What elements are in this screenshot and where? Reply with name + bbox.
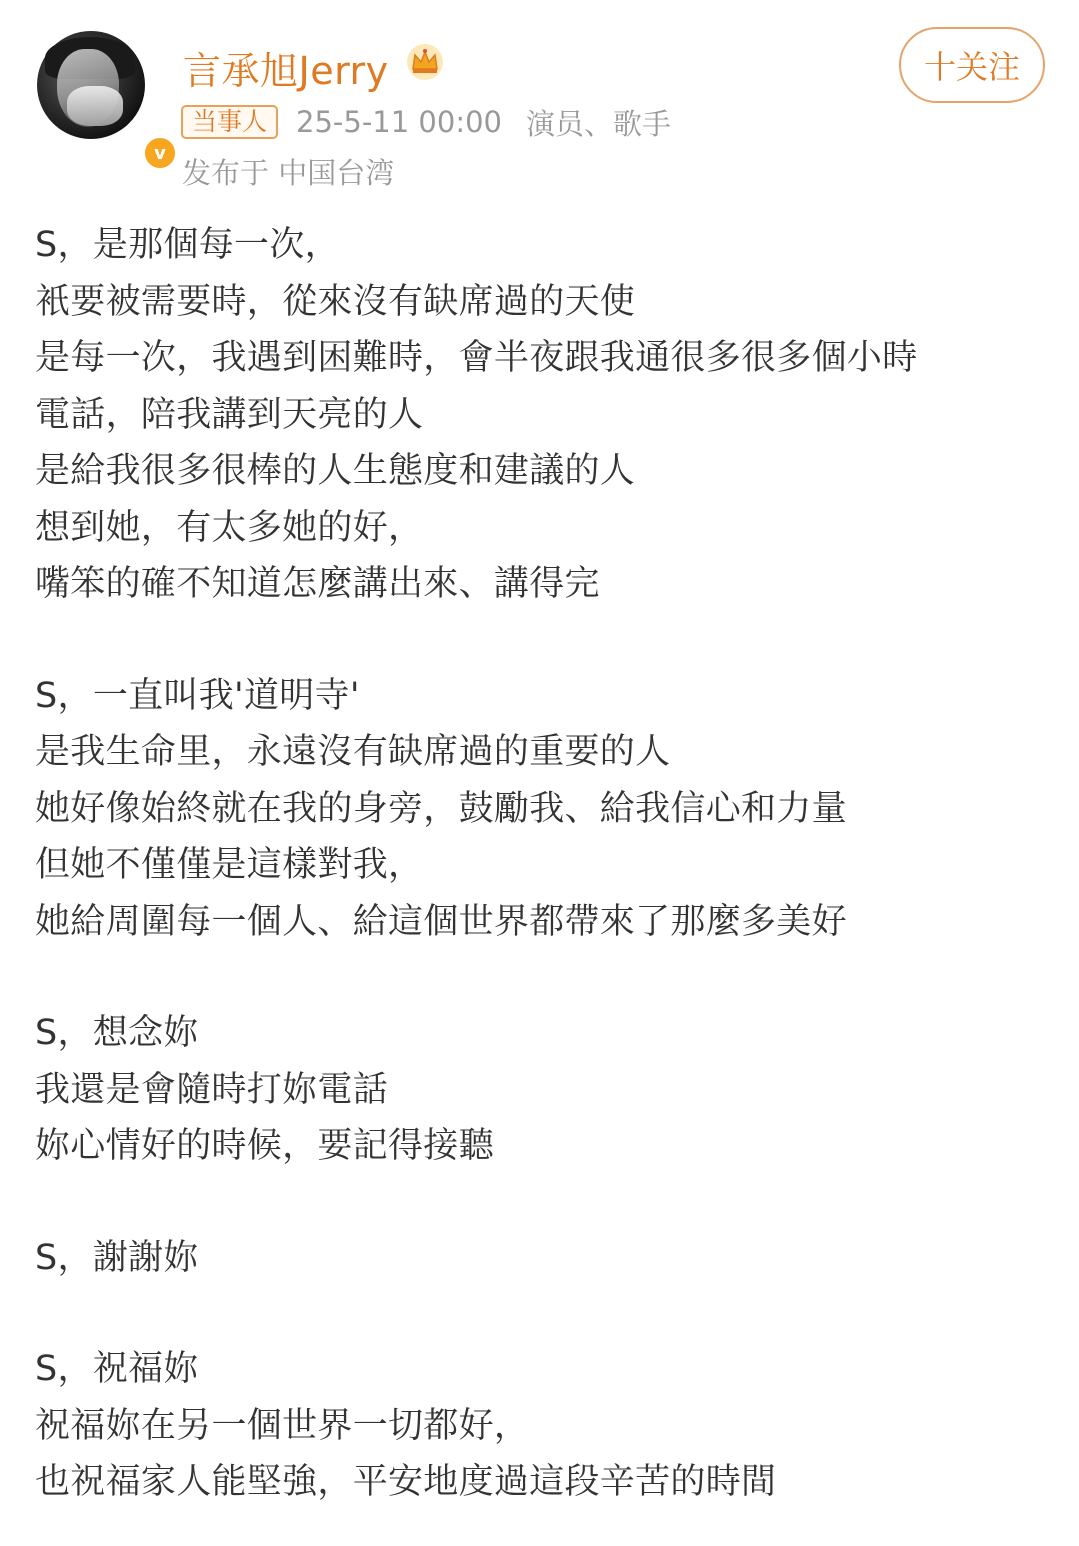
paragraph-gap <box>35 613 1055 668</box>
text-line: 嘴笨的確不知道怎麼講出來、講得完 <box>35 564 600 604</box>
author-role: 演员、歌手 <box>526 106 672 141</box>
text-line: 她給周圍每一個人、給這個世界都帶來了那麼多美好 <box>35 901 847 942</box>
text-line: 是我生命里，永遠沒有缺席過的重要的人 <box>35 732 671 772</box>
post-timestamp: 25-5-11 00:00 <box>296 105 502 139</box>
text-line: 也祝福家人能堅強，平安地度過這段辛苦的時間 <box>35 1462 777 1502</box>
text-line: S，祝福妳 <box>35 1349 199 1389</box>
paragraph-gap <box>35 1286 1055 1341</box>
verified-badge-icon: v <box>142 135 178 171</box>
follow-button[interactable]: 十关注 <box>899 27 1045 103</box>
crown-icon[interactable] <box>405 42 445 82</box>
avatar[interactable] <box>37 31 166 164</box>
paragraph <box>35 1230 1055 1287</box>
text-line: S，謝謝妳 <box>35 1237 199 1278</box>
text-line: 是每一次，我遇到困難時，會半夜跟我通很多很多個小時 <box>35 338 918 378</box>
post-body <box>35 217 1055 1511</box>
paragraph <box>35 217 1055 613</box>
paragraph <box>35 1005 1055 1175</box>
text-line: S，一直叫我'道明寺' <box>35 675 360 716</box>
paragraph <box>35 668 1055 951</box>
text-line: S，想念妳 <box>35 1013 199 1053</box>
text-line: 我還是會隨時打妳電話 <box>35 1069 389 1110</box>
avatar-hand <box>67 86 123 126</box>
text-line: 衹要被需要時，從來沒有缺席過的天使 <box>35 281 636 322</box>
text-line: 祝福妳在另一個世界一切都好， <box>35 1405 530 1446</box>
post-meta <box>181 104 671 140</box>
text-line: 想到她，有太多她的好， <box>35 507 424 548</box>
paragraph-gap <box>35 1175 1055 1230</box>
party-tag[interactable]: 当事人 <box>181 105 278 139</box>
text-line: 是給我很多很棒的人生態度和建議的人 <box>35 451 636 491</box>
post-header <box>0 0 1079 200</box>
author-name[interactable]: 言承旭Jerry <box>183 49 389 93</box>
paragraph <box>35 1341 1055 1511</box>
post-location: 发布于 中国台湾 <box>182 156 395 190</box>
text-line: 妳心情好的時候，要記得接聽 <box>35 1126 494 1166</box>
text-line: 她好像始終就在我的身旁，鼓勵我、給我信心和力量 <box>35 788 847 829</box>
text-line: S，是那個每一次， <box>35 225 340 265</box>
text-line: 但她不僅僅是這樣對我， <box>35 845 424 885</box>
paragraph-gap <box>35 950 1055 1005</box>
text-line: 電話，陪我講到天亮的人 <box>35 394 424 435</box>
